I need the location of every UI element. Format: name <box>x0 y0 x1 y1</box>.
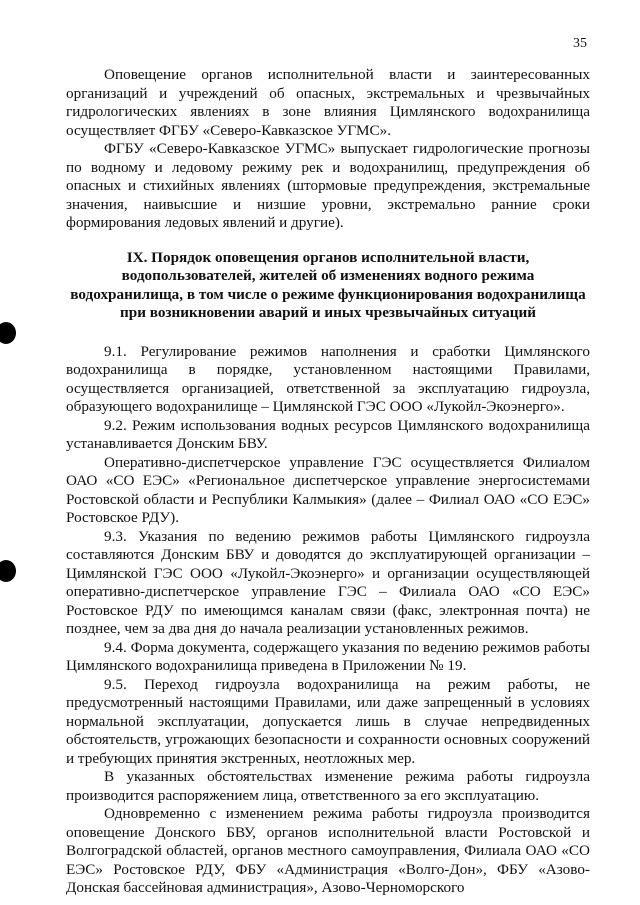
section-heading-line: водохранилища, в том числе о режиме функционирования водохранилища <box>70 285 586 303</box>
paragraph-9-3: 9.3. Указания по ведению режимов работы Цимлянского гидроузла составляются Донским БВУ и доводятся до эксплуатирующей организации – Цимлянской ГЭС ООО «Лукойл-Экоэнерго» и организации осуществляющей оперативно-диспетчерское управление ГЭС – Филиала ОАО «СО ЕЭС» Ростовское РДУ по имеющимся каналам связи (факс, электронная почта) не позднее, чем за два дня до начала реализации установленных режимов. <box>66 527 590 637</box>
paragraph-circumstances: В указанных обстоятельствах изменение режима работы гидроузла производится распоряжением лица, ответственного за его эксплуатацию. <box>66 768 590 804</box>
section-heading-line: при возникновении аварий и иных чрезвычайных ситуаций <box>120 304 536 321</box>
section-heading-line: водопользователей, жителей об изменениях водного режима <box>121 267 535 284</box>
section-heading <box>66 249 590 323</box>
paragraph-9-4: 9.4. Форма документа, содержащего указания по ведению режимов работы Цимлянского водохранилища приведена в Приложении № 19. <box>66 638 590 674</box>
section-heading-line: IX. Порядок оповещения органов исполнительной власти, <box>126 248 530 266</box>
paragraph-9-5: 9.5. Переход гидроузла водохранилища на режим работы, не предусмотренный настоящими Правилами, или даже запрещенный в условиях нормальной эксплуатации, допускается лишь в случае непредвиденных обстоятельств, угрожающих безопасности и сохранности основных сооружений и требующих принятия экстренных, неотложных мер. <box>66 675 590 767</box>
paragraph-9-2: 9.2. Режим использования водных ресурсов Цимлянского водохранилища устанавливается Донским БВУ. <box>66 416 590 452</box>
paragraph-9-1: 9.1. Регулирование режимов наполнения и сработки Цимлянского водохранилища в порядке, установленном настоящими Правилами, осуществляется организацией, ответственной за эксплуатацию гидроузла, образующего водохранилище – Цимлянской ГЭС ООО «Лукойл-Экоэнерго». <box>66 342 590 415</box>
punch-hole-bottom <box>0 560 16 582</box>
document-body <box>66 66 590 898</box>
page-number: 35 <box>573 36 587 51</box>
paragraph-forecasts: ФГБУ «Северо-Кавказское УГМС» выпускает гидрологические прогнозы по водному и ледовому режиму рек и водохранилищ, предупреждения об опасных и стихийных явлениях (штормовые предупреждения, экстремальные значения, наивысшие и низшие уровни, экстремально ранние сроки формирования ледовых явлений и другие). <box>66 140 590 231</box>
paragraph-notification-authorities: Оповещение органов исполнительной власти и заинтересованных организаций и учреждений об опасных, экстремальных и чрезвычайных гидрологических явлениях в зоне влияния Цимлянского водохранилища осуществляет ФГБУ «Северо-Кавказское УГМС». <box>66 66 590 139</box>
paragraph-dispatch-control: Оперативно-диспетчерское управление ГЭС осуществляется Филиалом ОАО «СО ЕЭС» «Региональное диспетчерское управление энергосистемами Ростовской области и Республики Калмыкия» (далее – Филиал ОАО «СО ЕЭС» Ростовское РДУ). <box>66 453 590 526</box>
paragraph-simultaneous-notification: Одновременно с изменением режима работы гидроузла производится оповещение Донского БВУ, органов исполнительной власти Ростовской и Волгоградской областей, органов местного самоуправления, Филиала ОАО «СО ЕЭС» Ростовское РДУ, ФБУ «Администрация «Волго-Дон», ФБУ «Азово-Донская бассейновая администрация», Азово-Черноморского <box>66 805 590 896</box>
punch-hole-top <box>0 322 16 344</box>
